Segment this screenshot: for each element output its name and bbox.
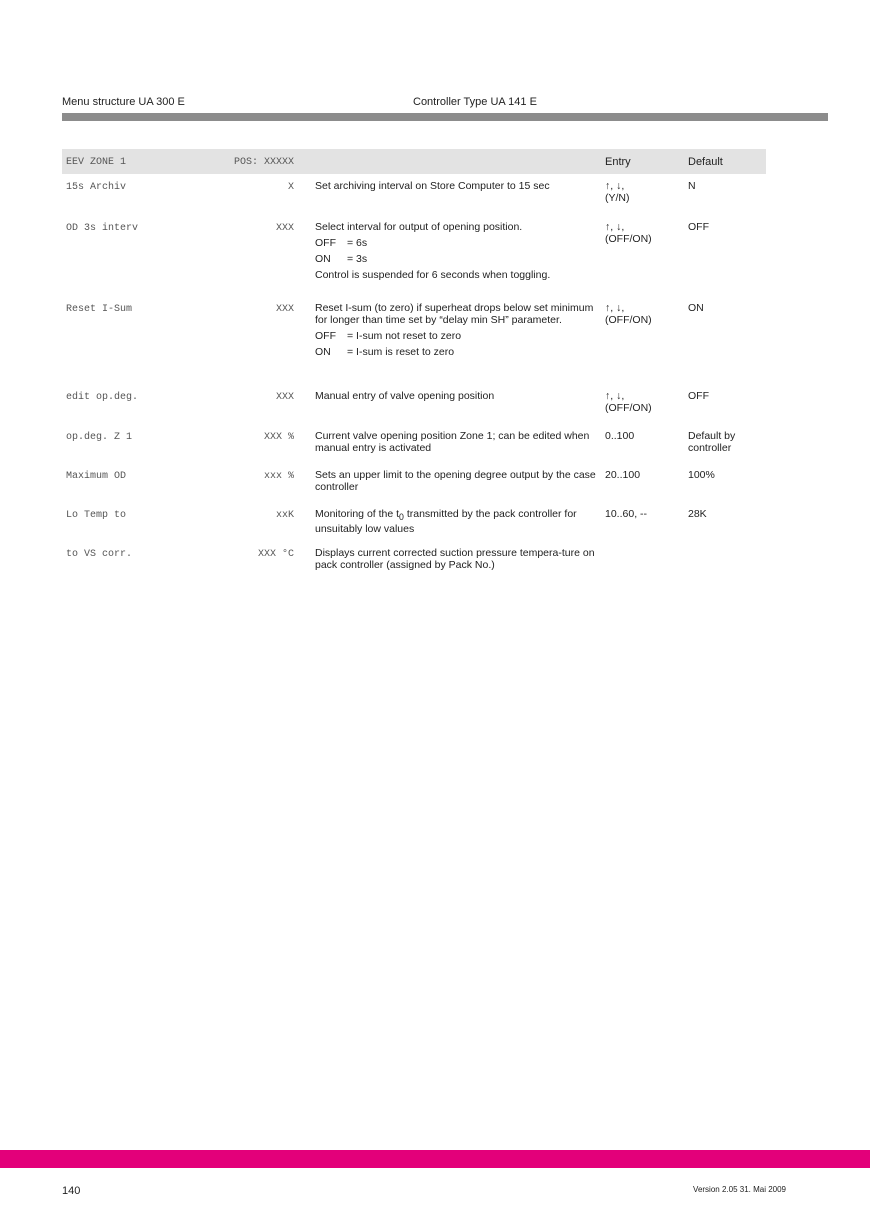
row-parameter: op.deg. Z 1 [66,432,133,443]
row-parameter: to VS corr. [66,549,133,560]
row-description: Select interval for output of opening position. OFF = 6s ON = 3s Control is suspended for 6 seconds when toggling. [315,221,551,281]
row-default: OFF [688,390,709,402]
row-default: N [688,180,696,192]
row-description: Reset I-sum (to zero) if superheat drops below set minimum for longer than time set by “delay min SH” parameter. OFF = I-sum not reset to zero ON = I-sum is reset to zero [315,302,594,358]
row-value: XXX °C [257,549,294,560]
row-value: XXX [275,392,294,403]
table-header [62,149,766,174]
row-entry: ↑, ↓, (OFF/ON) [605,221,652,245]
footer-accent-bar [0,1150,870,1168]
row-value: XXX [275,304,294,315]
table-header-default: Default [688,156,723,168]
row-description: Current valve opening position Zone 1; can be edited when manual entry is activated [315,430,590,454]
row-value: xxK [275,510,294,521]
table-header-menu: EEV ZONE 1 [66,157,127,168]
version-date: Version 2.05 31. Mai 2009 [693,1185,786,1194]
header-left-title: Menu structure UA 300 E [62,96,185,108]
table-header-entry: Entry [605,156,631,168]
row-description: Manual entry of valve opening position [315,390,495,402]
row-default: OFF [688,221,709,233]
row-default: 100% [688,469,715,481]
row-entry: ↑, ↓, (OFF/ON) [605,302,652,326]
row-parameter: Maximum OD [66,471,127,482]
row-entry: 20..100 [605,469,641,481]
row-description: Monitoring of the $t_0$ transmitted by the pack controller for unsuitably low values [315,508,577,536]
header-rule [62,113,828,121]
row-value: xxx % [263,471,294,482]
row-parameter: 15s Archiv [66,182,127,193]
row-value: X [287,182,294,193]
row-parameter: Lo Temp to [66,510,127,521]
row-value: XXX [275,223,294,234]
header-center-title: Controller Type UA 141 E [413,96,537,108]
page-number: 140 [62,1185,81,1197]
row-parameter: edit op.deg. [66,392,139,403]
row-entry: 0..100 [605,430,635,442]
row-description: Set archiving interval on Store Computer to 15 sec [315,180,550,192]
row-description: Displays current corrected suction pressure tempera-ture on pack controller (assigned by Pack No.) [315,547,595,571]
row-default: 28K [688,508,707,520]
row-entry: ↑, ↓, (Y/N) [605,180,630,204]
row-default: Default by controller [688,430,736,454]
row-parameter: Reset I-Sum [66,304,133,315]
row-entry: 10..60, -- [605,508,648,520]
row-default: ON [688,302,704,314]
table-header-position: POS: XXXXX [233,157,294,168]
row-parameter: OD 3s interv [66,223,139,234]
row-value: XXX % [263,432,294,443]
row-description: Sets an upper limit to the opening degree output by the case controller [315,469,596,493]
row-entry: ↑, ↓, (OFF/ON) [605,390,652,414]
